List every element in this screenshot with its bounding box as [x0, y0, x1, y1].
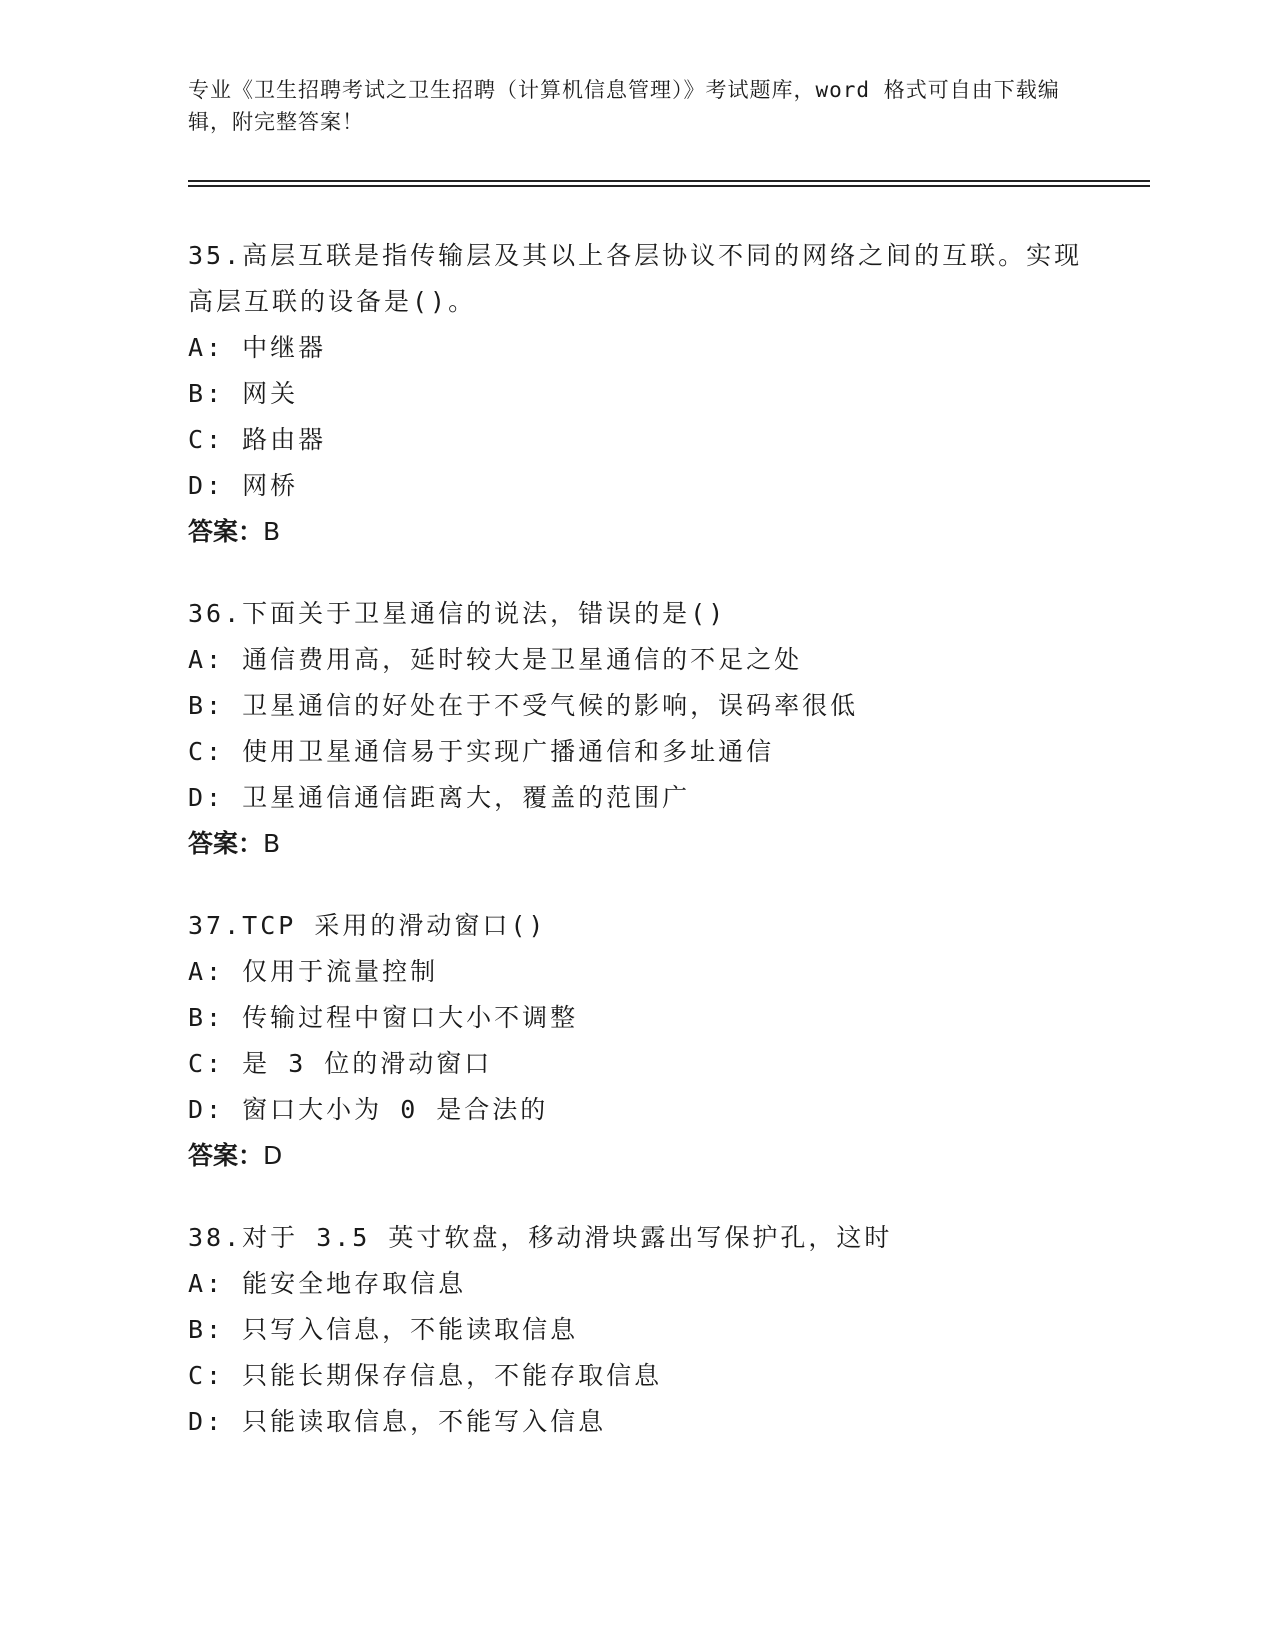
- option-a: A: 中继器: [188, 333, 327, 362]
- question-stem: 37.TCP 采用的滑动窗口(): [188, 911, 547, 940]
- option-a: A: 仅用于流量控制: [188, 957, 439, 986]
- question-stem: 35.高层互联是指传输层及其以上各层协议不同的网络之间的互联。实现高层互联的设备是()。: [188, 241, 1083, 316]
- question-35: [188, 233, 1088, 555]
- option-b: B: 网关: [188, 379, 299, 408]
- document-header: 专业《卫生招聘考试之卫生招聘（计算机信息管理）》考试题库，word 格式可自由下载编辑，附完整答案！: [188, 78, 1060, 134]
- option-d: D: 只能读取信息，不能写入信息: [188, 1407, 607, 1436]
- answer-label: 答案：: [188, 1141, 264, 1170]
- answer-value: D: [263, 1141, 283, 1170]
- answer-value: B: [263, 517, 281, 546]
- option-b: B: 传输过程中窗口大小不调整: [188, 1003, 579, 1032]
- option-d: D: 窗口大小为 0 是合法的: [188, 1095, 549, 1124]
- option-c: C: 路由器: [188, 425, 327, 454]
- header-divider-bottom: [188, 185, 1150, 187]
- option-b: B: 卫星通信的好处在于不受气候的影响，误码率很低: [188, 691, 859, 720]
- question-36: [188, 591, 1088, 867]
- option-c: C: 使用卫星通信易于实现广播通信和多址通信: [188, 737, 775, 766]
- option-a: A: 能安全地存取信息: [188, 1269, 467, 1298]
- answer-line: [188, 509, 1088, 555]
- option-c: C: 只能长期保存信息，不能存取信息: [188, 1361, 663, 1390]
- answer-value: B: [263, 829, 281, 858]
- answer-line: [188, 1133, 1088, 1179]
- question-list: [188, 233, 1088, 1481]
- option-b: B: 只写入信息，不能读取信息: [188, 1315, 579, 1344]
- answer-label: 答案：: [188, 829, 264, 858]
- question-38: [188, 1215, 1088, 1445]
- answer-label: 答案：: [188, 517, 264, 546]
- question-stem: 36.下面关于卫星通信的说法，错误的是(): [188, 599, 727, 628]
- question-37: [188, 903, 1088, 1179]
- answer-line: [188, 821, 1088, 867]
- option-d: D: 卫星通信通信距离大，覆盖的范围广: [188, 783, 691, 812]
- option-d: D: 网桥: [188, 471, 299, 500]
- option-a: A: 通信费用高，延时较大是卫星通信的不足之处: [188, 645, 803, 674]
- question-stem: 38.对于 3.5 英寸软盘，移动滑块露出写保护孔，这时: [188, 1223, 893, 1252]
- header-divider-top: [188, 180, 1150, 182]
- option-c: C: 是 3 位的滑动窗口: [188, 1049, 493, 1078]
